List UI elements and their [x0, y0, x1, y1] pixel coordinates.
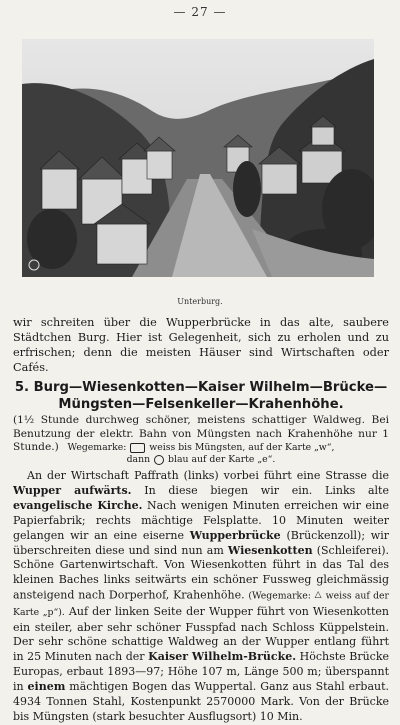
route-note-text: (1½ Stunde durchweg schöner, meistens schattiger Waldweg. Bei Benutzung der elektr. Bahn von Müngsten nach Krahenhöhe nur 1 Stunde.): [13, 414, 389, 453]
text-run: (Brückenzoll); wir überschreiten diese und sind nun am: [13, 528, 390, 557]
waymarks: [13, 442, 389, 466]
waymark-line-2: [13, 454, 389, 466]
waymark-blue-text: blau auf der Karte „e“.: [168, 454, 276, 465]
unterburg-photo: [22, 39, 374, 277]
text-run: An der Wirtschaft Paffrath (links) vorbei führt eine Strasse die: [27, 469, 389, 482]
bold-church: evangelische Kirche.: [13, 498, 143, 512]
bold-wupper: Wupper aufwärts.: [13, 483, 132, 497]
waymark-label: Wegemarke:: [67, 442, 127, 453]
bold-wiesenkotten: Wiesenkotten: [227, 543, 313, 557]
text-run: Höchste Brücke Europas, erbaut 1893—97; Höhe 107 m, Länge 500 m; überspannt in: [13, 650, 389, 694]
waymark-then: dann: [126, 454, 151, 465]
text-run: (Schleiferei). Schöne Gartenwirtschaft. Von Wiesenkotten führt in das Tal des kleinen Baches links seitwärts ein schöner Fussweg gleichmässig ansteigend nach Dorperhof, Krahenhöhe.: [13, 543, 389, 602]
bold-kaiser-bridge: Kaiser Wilhelm-Brücke.: [148, 650, 297, 664]
text-run: Nach wenigen Minuten erreichen wir eine Papierfabrik; rechts mächtige Felsplatte. 10 Minuten weiter gelangen wir an eine eiserne: [13, 498, 389, 542]
section-heading: [13, 379, 389, 413]
rectangle-mark-icon: [130, 443, 145, 453]
main-text: [13, 469, 389, 725]
text-run: mächtigen Bogen das Wuppertal. Ganz aus Stahl erbaut. 4934 Tonnen Stahl, Kostenpunkt 2570000 Mark. Von der Brücke bis Müngsten (stark besuchter Ausflugsort) 10 Min.: [13, 680, 390, 723]
waymark-inline: weiss auf der Karte „p“).: [13, 590, 389, 618]
heading-line-1: 5. Burg—Wiesenkotten—Kaiser Wilhelm—Brücke—: [14, 380, 388, 395]
paragraph-intro: [13, 315, 389, 375]
heading-line-2: Müngsten—Felsenkeller—Krahenhöhe.: [58, 397, 344, 412]
text-run: In diese biegen wir ein. Links alte: [131, 483, 389, 497]
waymark-inline: (Wegemarke:: [248, 590, 311, 602]
text-run: Auf der linken Seite der Wupper führt von Wiesenkotten ein steiler, aber sehr schöner Fusspfad nach Schloss Küppelstein. Der sehr schöne schattige Waldweg an der Wupper entlang führt in 25 Minuten nach der: [13, 604, 389, 664]
waymark-line-1: [13, 442, 389, 454]
page-number: — 27 —: [173, 5, 227, 19]
bold-bridge: Wupperbrücke: [189, 528, 281, 542]
main-paragraph: [13, 469, 389, 725]
circle-mark-icon: [154, 455, 164, 465]
photo-caption: Unterburg.: [177, 297, 223, 306]
triangle-mark-icon: △: [314, 590, 322, 601]
intro-text: wir schreiten über die Wupperbrücke in das alte, saubere Städtchen Burg. Hier ist Gelegenheit, sich zu erholen und zu erfrischen; denn die meisten Häuser sind Wirtschaften oder Cafés.: [13, 316, 389, 374]
waymark-white-text: weiss bis Müngsten, auf der Karte „w“,: [149, 442, 335, 453]
bold-einem: einem: [27, 680, 66, 694]
